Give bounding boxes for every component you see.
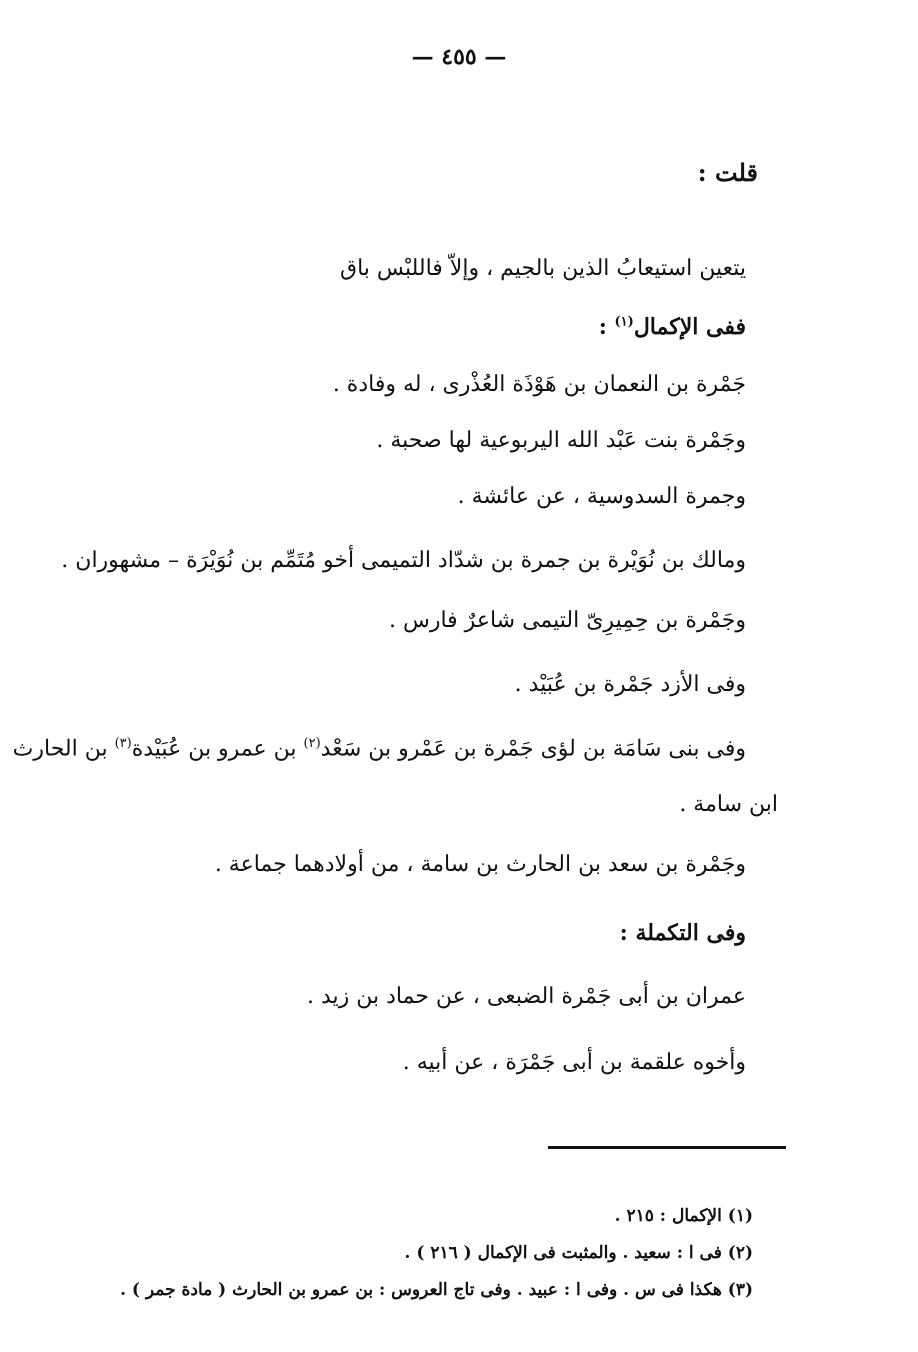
body-line-text: ففى الإكمال: [633, 314, 746, 340]
body-line: وفى الأزد جَمْرة بن عُبَيْد .: [514, 672, 746, 697]
body-line: يتعين استيعابُ الذين بالجيم ، وإلاّ فاللبْس باق: [340, 256, 746, 281]
footnote-divider: [548, 1146, 786, 1149]
footnote-marker: (٣): [114, 736, 132, 751]
body-line-text: وفى بنى سَامَة بن لؤى جَمْرة بن عَمْرو بن سَعْد: [320, 736, 746, 762]
footnote: (٣) هكذا فى س . وفى ا : عبيد . وفى تاج العروس : بن عمرو بن الحارث ( مادة جمر ) .: [120, 1280, 753, 1300]
body-line: وجَمْرة بن حِمِيرِىّ التيمى شاعرٌ فارس .: [389, 608, 746, 633]
colon-text: :: [598, 314, 615, 340]
body-line: وجَمْرة بن سعد بن الحارث بن سامة ، من أولادهما جماعة .: [214, 852, 746, 877]
body-line: عمران بن أبى جَمْرة الضبعى ، عن حماد بن زيد .: [306, 984, 746, 1009]
body-line-text: بن الحارث: [12, 736, 108, 762]
body-line: ابن سامة .: [679, 792, 778, 817]
footnote: (٢) فى ا : سعيد . والمثبت فى الإكمال ( ٢١٦ ) .: [404, 1243, 753, 1263]
page-number: — ٤٥٥ —: [411, 44, 507, 70]
body-line: وأخوه علقمة بن أبى جَمْرَة ، عن أبيه .: [402, 1050, 746, 1075]
body-line-text: بن عمرو بن عُبَيْدة: [131, 736, 297, 762]
footnote: (١) الإكمال : ٢١٥ .: [614, 1206, 753, 1226]
footnote-marker: (٢): [303, 736, 321, 751]
footnote-marker: (١): [614, 314, 634, 330]
body-line: وفى التكملة :: [619, 920, 746, 946]
body-line: وجمرة السدوسية ، عن عائشة .: [457, 484, 746, 509]
body-line: وجَمْرة بنت عَبْد الله اليربوعية لها صحبة .: [376, 428, 746, 453]
body-line: ومالك بن نُوَيْرة بن جمرة بن شدّاد التميمى أخو مُتَمِّم بن نُوَيْرَة – مشهوران .: [61, 548, 746, 573]
body-line: [599, 314, 746, 340]
section-heading: قلت :: [697, 158, 758, 187]
body-line: جَمْرة بن النعمان بن هَوْذَة العُذْرى ، له وفادة .: [332, 372, 746, 397]
body-line: [13, 736, 746, 763]
